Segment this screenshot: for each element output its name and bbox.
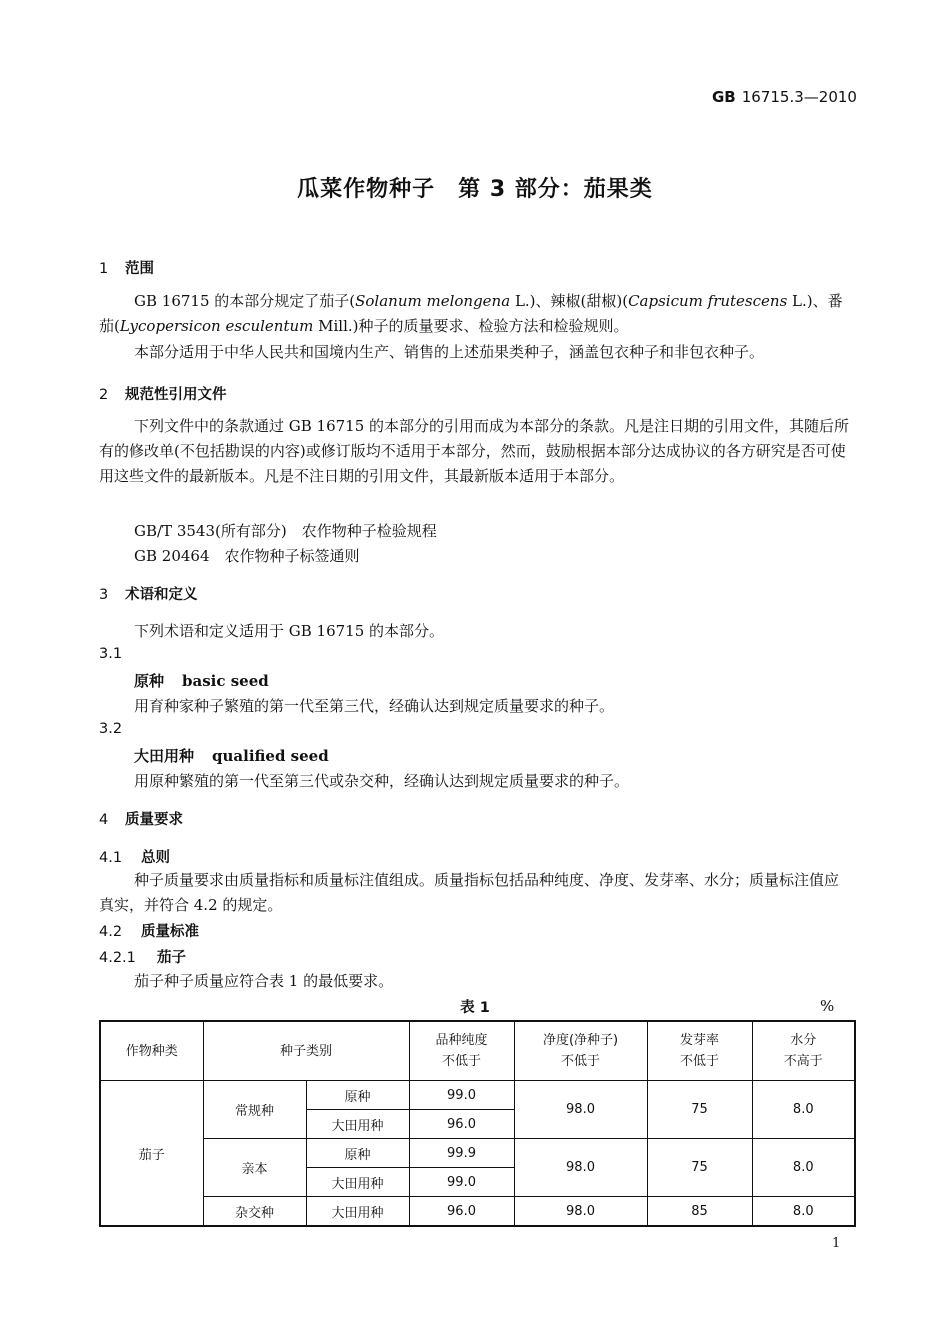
purity-cell: 99.9 [409,1139,514,1168]
subsection-number: 4.1 [99,850,123,866]
term-1 [134,670,269,691]
page-number: 1 [832,1236,841,1251]
section-3-paragraph: 下列术语和定义适用于 GB 16715 的本部分。 [134,622,445,640]
section-4-heading [99,808,183,829]
latin-name: Solanum melongena [355,292,511,310]
standard-prefix: GB [712,88,736,106]
quality-table [99,1020,856,1227]
germination-cell: 75 [647,1139,752,1197]
cleanliness-cell: 98.0 [514,1139,647,1197]
header-line: 不低于 [680,1054,720,1069]
header-line: 不高于 [783,1054,823,1069]
germination-cell: 85 [647,1197,752,1227]
header-line: 不低于 [442,1054,482,1069]
purity-cell: 96.0 [409,1110,514,1139]
header-germination [647,1021,752,1081]
standard-number: 16715.3—2010 [741,88,857,106]
germination-cell: 75 [647,1081,752,1139]
document-title: 瓜菜作物种子 第 3 部分：茄果类 [297,177,653,202]
group-cell: 常规种 [203,1081,306,1139]
reference-1: GB/T 3543(所有部分) 农作物种子检验规程 [134,522,437,540]
grade-cell: 大田用种 [306,1197,409,1227]
section-title: 规范性引用文件 [125,387,227,403]
moisture-cell: 8.0 [752,1081,855,1139]
header-moisture [752,1021,855,1081]
subsection-4-2-1-heading [99,946,186,967]
term-en: qualified seed [212,747,329,765]
text: GB 16715 的本部分规定了茄子( [134,292,356,310]
group-cell: 杂交种 [203,1197,306,1227]
purity-cell: 99.0 [409,1168,514,1197]
table-caption: 表 1 [460,1000,490,1016]
section-2-heading [99,383,227,404]
standard-code [712,88,857,106]
grade-cell: 原种 [306,1081,409,1110]
section-number: 2 [99,387,109,403]
header-category: 种子类别 [203,1021,409,1081]
purity-cell: 99.0 [409,1081,514,1110]
subsection-title: 总则 [141,850,170,866]
table-unit: % [820,997,835,1015]
subsection-4-2-heading [99,920,199,941]
section-2-paragraph: 下列文件中的条款通过 GB 16715 的本部分的引用而成为本部分的条款。凡是注日期的引用文件，其随后所有的修改单(不包括勘误的内容)或修订版均不适用于本部分，然而，鼓励根据本部分达成协议的各方研究是否可使用这些文件的最新版本。凡是不注日期的引用文件，其最新版本适用于本部分。 [99,417,850,485]
header-line: 发芽率 [680,1033,720,1048]
subsection-number: 4.2 [99,924,123,940]
section-number: 4 [99,812,109,828]
header-line: 净度(净种子) [542,1033,619,1048]
grade-cell: 大田用种 [306,1168,409,1197]
header-line: 不低于 [561,1054,601,1069]
table-row [100,1197,855,1227]
subsection-number: 4.2.1 [99,950,136,966]
section-title: 质量要求 [125,812,183,828]
term-1-number: 3.1 [99,646,123,662]
text: L.)、辣椒(甜椒)( [510,292,629,310]
crop-cell: 茄子 [100,1081,203,1227]
header-crop: 作物种类 [100,1021,203,1081]
subsection-4-1-paragraph: 种子质量要求由质量指标和质量标注值组成。质量指标包括品种纯度、净度、发芽率、水分；质量标注值应真实，并符合 4.2 的规定。 [99,871,840,914]
reference-2: GB 20464 农作物种子标签通则 [134,547,360,565]
term-2-number: 3.2 [99,721,123,737]
moisture-cell: 8.0 [752,1139,855,1197]
section-title: 范围 [125,261,154,277]
latin-name: Lycopersicon esculentum [119,317,314,335]
section-1-heading [99,257,154,278]
subsection-4-1-heading [99,846,170,867]
term-2-definition: 用原种繁殖的第一代至第三代或杂交种，经确认达到规定质量要求的种子。 [134,772,630,790]
subsection-title: 质量标准 [141,924,199,940]
subsection-4-2-1-paragraph: 茄子种子质量应符合表 1 的最低要求。 [134,972,394,990]
moisture-cell: 8.0 [752,1197,855,1227]
term-cn: 大田用种 [134,747,195,765]
header-line: 品种纯度 [435,1033,488,1048]
term-1-definition: 用育种家种子繁殖的第一代至第三代，经确认达到规定质量要求的种子。 [134,697,615,715]
cleanliness-cell: 98.0 [514,1081,647,1139]
header-purity [409,1021,514,1081]
section-number: 1 [99,261,109,277]
section-1-paragraph-1 [99,289,851,339]
header-line: 水分 [790,1033,817,1048]
term-2 [134,745,329,766]
section-1-paragraph-2: 本部分适用于中华人民共和国境内生产、销售的上述茄果类种子，涵盖包衣种子和非包衣种子。 [134,343,765,361]
term-en: basic seed [182,672,269,690]
group-cell: 亲本 [203,1139,306,1197]
grade-cell: 原种 [306,1139,409,1168]
section-title: 术语和定义 [125,587,198,603]
section-3-heading [99,583,198,604]
grade-cell: 大田用种 [306,1110,409,1139]
cleanliness-cell: 98.0 [514,1197,647,1227]
section-number: 3 [99,587,109,603]
term-cn: 原种 [134,672,165,690]
purity-cell: 96.0 [409,1197,514,1227]
header-cleanliness [514,1021,647,1081]
text: L.)、番茄( [99,292,843,335]
subsection-title: 茄子 [157,950,186,966]
table-row [100,1139,855,1168]
table-header-row [100,1021,855,1081]
table-row [100,1081,855,1110]
text: Mill.)种子的质量要求、检验方法和检验规则。 [313,317,629,335]
latin-name: Capsicum frutescens [628,292,788,310]
